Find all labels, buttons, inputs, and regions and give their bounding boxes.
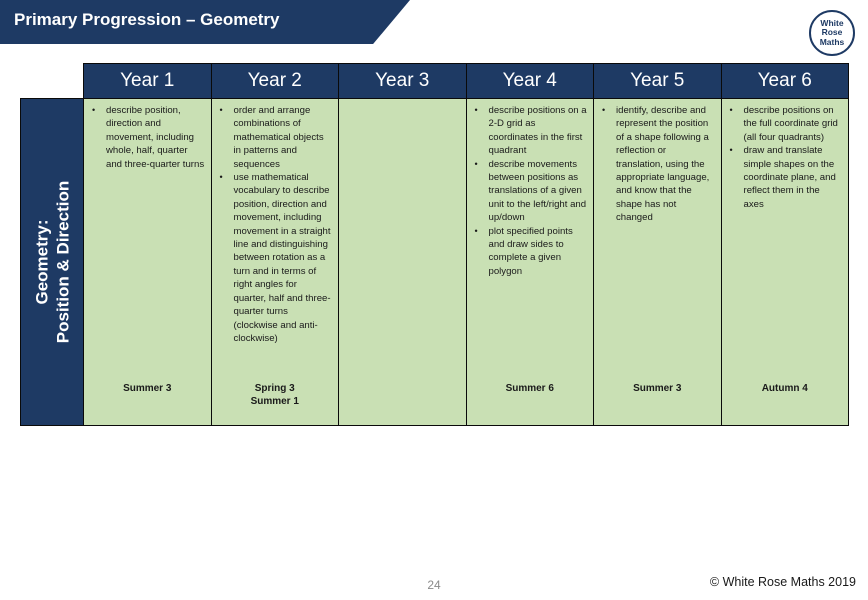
term-label: Spring 3 [254, 383, 295, 394]
year-4-cell [466, 99, 594, 426]
year-2-objectives [212, 99, 339, 345]
row-header-line-2: Position & Direction [53, 180, 73, 344]
objective-item: • identify, describe and represent the position of a shape following a reflection or translation, using the appropriate language, and know that the shape has not changed [600, 104, 715, 225]
term-label: Autumn 4 [761, 383, 808, 394]
year-3-cell [339, 99, 467, 426]
logo-line-1: White [820, 17, 844, 28]
year-1-cell [84, 99, 212, 426]
objective-item: • draw and translate simple shapes on the coordinate plane, and reflect them in the axes [728, 144, 843, 211]
term-label: Summer 6 [505, 383, 554, 394]
year-6-term [722, 382, 849, 395]
year-5-objectives [594, 99, 721, 225]
year-5-cell [594, 99, 722, 426]
logo-line-2: Rose [821, 27, 843, 38]
year-1-objectives [84, 99, 211, 171]
objective-item: • describe positions on a 2-D grid as coordinates in the first quadrant [473, 104, 588, 158]
term-label: Summer 3 [633, 383, 682, 394]
progression-table [20, 63, 849, 426]
copyright-notice: © White Rose Maths 2019 [709, 575, 856, 589]
year-3-header: Year 3 [339, 64, 467, 99]
page-number: 24 [427, 578, 441, 592]
term-label: Summer 1 [250, 396, 299, 407]
table-corner [21, 64, 84, 99]
objective-item: • use mathematical vocabulary to describe position, direction and movement, including movement in a straight line and distinguishing between rotation as a turn and in terms of right angles for quarter, half and three-quarter turns (clockwise and anti-clockwise) [218, 171, 333, 345]
year-6-cell [721, 99, 849, 426]
year-6-objectives [722, 99, 849, 211]
objective-item: • plot specified points and draw sides to complete a given polygon [473, 225, 588, 279]
row-header-position-direction [21, 99, 84, 426]
year-4-objectives [467, 99, 594, 278]
page-title: Primary Progression – Geometry [14, 10, 280, 29]
year-2-term [212, 382, 339, 408]
year-2-header: Year 2 [211, 64, 339, 99]
year-4-term [467, 382, 594, 395]
year-2-cell [211, 99, 339, 426]
objective-item: • describe positions on the full coordinate grid (all four quadrants) [728, 104, 843, 144]
term-label: Summer 3 [123, 383, 172, 394]
objective-item: • describe position, direction and movement, including whole, half, quarter and three-quarter turns [90, 104, 205, 171]
row-header-line-1: Geometry: [32, 219, 52, 305]
year-6-header: Year 6 [721, 64, 849, 99]
year-5-header: Year 5 [594, 64, 722, 99]
white-rose-maths-logo [809, 10, 855, 56]
year-1-header: Year 1 [84, 64, 212, 99]
objective-item: • describe movements between positions as translations of a given unit to the left/right and up/down [473, 158, 588, 225]
logo-line-3: Maths [819, 36, 845, 47]
year-4-header: Year 4 [466, 64, 594, 99]
year-1-term [84, 382, 211, 395]
objective-item: • order and arrange combinations of mathematical objects in patterns and sequences [218, 104, 333, 171]
year-5-term [594, 382, 721, 395]
